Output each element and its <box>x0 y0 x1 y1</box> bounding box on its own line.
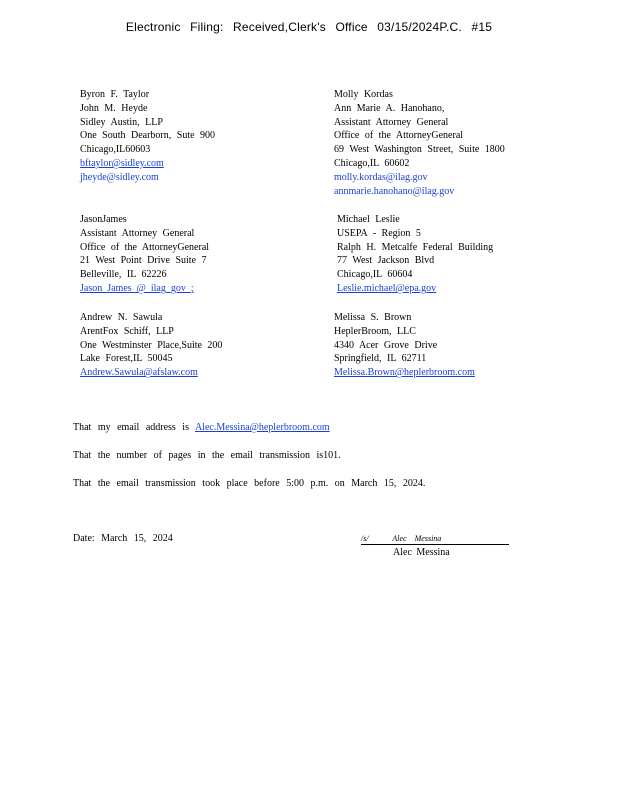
contact-line: Lake Forest,IL 50045 <box>80 353 173 365</box>
contact-line: JasonJames <box>80 214 127 225</box>
signature-line <box>361 533 509 545</box>
email-link[interactable]: jheyde@sidley.com <box>80 171 159 183</box>
email-link[interactable]: annmarie.hanohano@ilag.gov <box>334 185 455 197</box>
email-link[interactable]: molly.kordas@ilag.gov <box>334 171 428 183</box>
contact-line: Melissa S. Brown <box>334 312 412 323</box>
contact-line: 21 West Point Drive Suite 7 <box>80 255 207 267</box>
sender-email-link[interactable]: Alec.Messina@heplerbroom.com <box>194 422 330 433</box>
contact-line: Michael Leslie <box>337 214 400 225</box>
contact-line: Ralph H. Metcalfe Federal Building <box>337 241 494 253</box>
email-link[interactable]: Jason_James_@_ilag_gov_; <box>80 282 194 294</box>
contact-line: ArentFox Schiff, LLP <box>80 325 174 337</box>
contact-line: Office of the AttorneyGeneral <box>80 241 210 253</box>
contact-line: Andrew N. Sawula <box>80 312 163 323</box>
service-entry-leslie <box>337 213 493 296</box>
statement-pages: That the number of pages in the email transmission is101. <box>73 450 341 461</box>
service-entry-kordas <box>334 88 505 198</box>
email-link[interactable]: bftaylor@sidley.com <box>80 157 164 169</box>
contact-line: Byron F. Taylor <box>80 89 150 100</box>
contact-line: Sidley Austin, LLP <box>80 116 163 128</box>
signature-block <box>361 533 509 558</box>
filing-stamp-header: Electronic Filing: Received,Clerk's Office 03/15/2024P.C. #15 <box>125 20 493 34</box>
service-entry-james <box>80 213 209 296</box>
email-link[interactable]: Leslie.michael@epa.gov <box>337 282 437 294</box>
signature-script: Alec Messina <box>392 534 442 543</box>
contact-line: HeplerBroom, LLC <box>334 325 416 337</box>
contact-line: One Westminster Place,Suite 200 <box>80 339 223 351</box>
contact-line: Assistant Attorney General <box>334 116 449 128</box>
service-entry-brown <box>334 311 475 380</box>
contact-line: Ann Marie A. Hanohano, <box>334 102 445 114</box>
contact-line: Office of the AttorneyGeneral <box>334 130 464 142</box>
email-link[interactable]: Melissa.Brown@heplerbroom.com <box>334 367 475 379</box>
service-entry-sawula <box>80 311 222 380</box>
contact-line: 69 West Washington Street, Suite 1800 <box>334 144 505 156</box>
contact-line: Assistant Attorney General <box>80 227 195 239</box>
contact-line: USEPA - Region 5 <box>337 227 421 239</box>
contact-line: 77 West Jackson Blvd <box>337 255 435 267</box>
date-line <box>73 533 173 544</box>
contact-line: Belleville, IL 62226 <box>80 269 167 281</box>
contact-line: Chicago,IL 60602 <box>334 157 410 169</box>
statement-time: That the email transmission took place before 5:00 p.m. on March 15, 2024. <box>73 478 426 489</box>
email-link[interactable]: Andrew.Sawula@afslaw.com <box>80 367 198 379</box>
date-label: Date: <box>73 533 95 544</box>
signature-slash: /s/ <box>361 534 369 543</box>
contact-line: One South Dearborn, Sute 900 <box>80 130 216 142</box>
statement-email-prefix: That my email address is <box>73 422 189 433</box>
service-entry-taylor <box>80 88 215 185</box>
signer-printed-name: Alec Messina <box>393 547 450 558</box>
contact-line: Springfield, IL 62711 <box>334 353 427 365</box>
date-value: March 15, 2024 <box>101 533 173 544</box>
contact-line: Chicago,IL 60604 <box>337 269 413 281</box>
statement-email <box>73 422 330 433</box>
contact-line: John M. Heyde <box>80 102 148 114</box>
contact-line: Chicago,IL60603 <box>80 144 151 156</box>
contact-line: Molly Kordas <box>334 89 393 100</box>
contact-line: 4340 Acer Grove Drive <box>334 339 438 351</box>
